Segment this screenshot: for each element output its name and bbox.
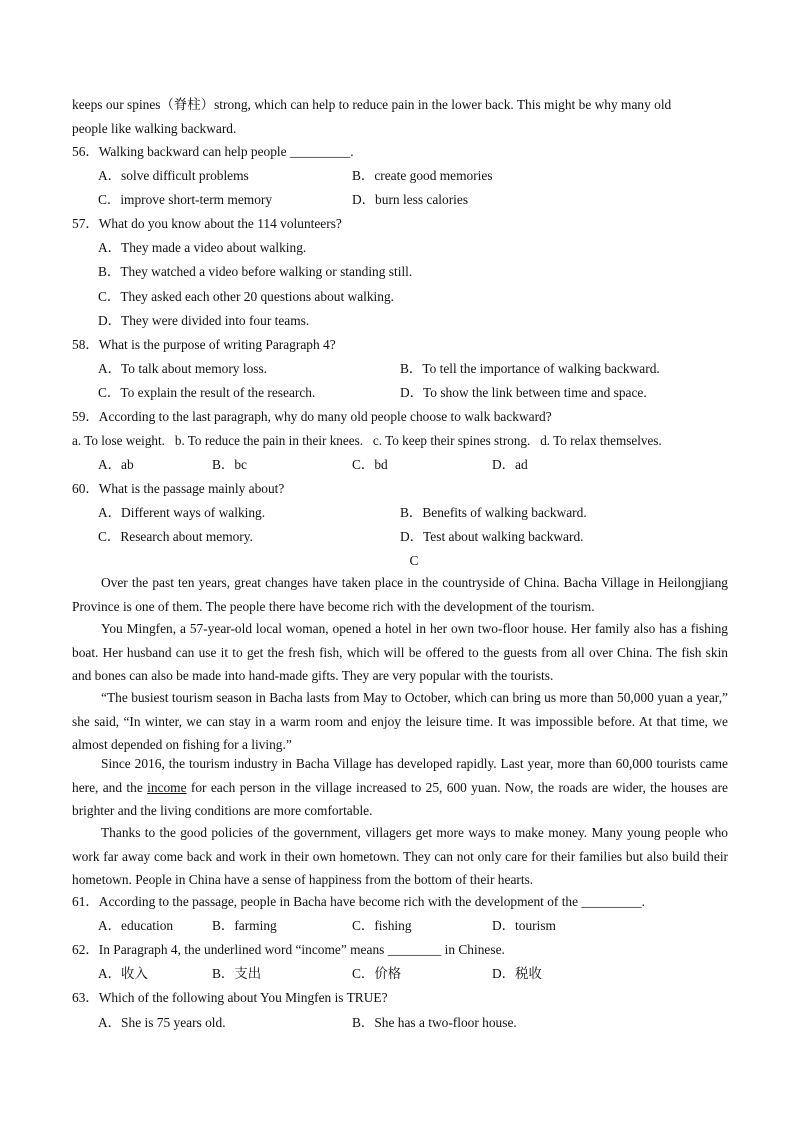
intro-line-1: keeps our spines（脊柱）strong, which can help to reduce pain in the lower back. This might be why many old (72, 97, 672, 112)
q58-option-c: C．To explain the result of the research. (98, 385, 316, 400)
q56-option-b: B．create good memories (352, 168, 493, 183)
q59-option-b: B．bc (212, 457, 247, 472)
q57-option-c: C．They asked each other 20 questions about walking. (98, 289, 395, 304)
q59-choices: a. To lose weight. b. To reduce the pain in their knees. c. To keep their spines strong. d. To relax themselves. (72, 433, 662, 448)
q59-option-c: C．bd (352, 457, 388, 472)
q60-option-b: B．Benefits of walking backward. (400, 505, 587, 520)
q62-option-a: A．收入 (98, 966, 148, 981)
q62-stem: 62．In Paragraph 4, the underlined word “income” means ________ in Chinese. (72, 942, 505, 957)
q58-option-d: D．To show the link between time and space. (400, 385, 647, 400)
passage-paragraph-3: “The busiest tourism season in Bacha lasts from May to October, which can bring us more than 50,000 yuan a year,” she said, “In winter, we can stay in a warm room and enjoy the leisure time. It was impossible before. At that time, we almost depended on fishing for a living.” (72, 690, 728, 753)
q59-option-d: D．ad (492, 457, 528, 472)
passage-paragraph-5: Thanks to the good policies of the government, villagers get more ways to make money. Many young people who work far away come back and work in their own hometown. They can not only care for their families but also build their hometown. People in China have a sense of happiness from the bottom of their hearts. (72, 825, 728, 888)
passage-paragraph-2: You Mingfen, a 57-year-old local woman, opened a hotel in her own two-floor house. Her family also has a fishing boat. Her husband can use it to get the fresh fish, which will be offered to the guests from all over China. The fish skin and bones can also be made into hand-made gifts. They are very popular with the tourists. (72, 621, 728, 684)
q56-stem: 56．Walking backward can help people _________. (72, 144, 354, 159)
q63-stem: 63．Which of the following about You Mingfen is TRUE? (72, 990, 388, 1005)
q61-stem: 61．According to the passage, people in Bacha have become rich with the development of the _________. (72, 894, 646, 909)
q63-option-a: A．She is 75 years old. (98, 1015, 226, 1030)
p4-text-before: Since 2016, the tourism industry in Bacha Village has developed rapidly. Last year, more than 60,000 tourists came here, and the (72, 756, 728, 795)
q57-option-d: D．They were divided into four teams. (98, 313, 310, 328)
section-c-heading: C (409, 553, 419, 568)
q62-option-d: D．税收 (492, 966, 542, 981)
q56-option-d: D．burn less calories (352, 192, 469, 207)
p4-text-after: for each person in the village increased to 25, 600 yuan. Now, the roads are wider, the houses are brighter and the living conditions are more comfortable. (72, 779, 728, 819)
q61-option-b: B．farming (212, 918, 277, 933)
q61-option-d: D．tourism (492, 918, 556, 933)
q58-option-a: A．To talk about memory loss. (98, 361, 268, 376)
q56-option-a: A．solve difficult problems (98, 168, 249, 183)
q62-option-c: C．价格 (352, 966, 402, 981)
q57-option-a: A．They made a video about walking. (98, 240, 307, 255)
q60-stem: 60．What is the passage mainly about? (72, 481, 285, 496)
q57-stem: 57．What do you know about the 114 volunteers? (72, 216, 342, 231)
q58-stem: 58．What is the purpose of writing Paragraph 4? (72, 337, 336, 352)
passage-paragraph-4 (72, 752, 728, 823)
passage-paragraph-1: Over the past ten years, great changes have taken place in the countryside of China. Bacha Village in Heilongjiang Province is one of them. The people there have become rich with the development of the tourism. (72, 575, 728, 614)
underlined-word-income: income (147, 779, 187, 795)
q59-option-a: A．ab (98, 457, 134, 472)
q60-option-d: D．Test about walking backward. (400, 529, 584, 544)
intro-line-2: people like walking backward. (72, 121, 237, 136)
q61-option-c: C．fishing (352, 918, 412, 933)
q59-stem: 59．According to the last paragraph, why do many old people choose to walk backward? (72, 409, 552, 424)
q63-option-b: B．She has a two-floor house. (352, 1015, 517, 1030)
q58-option-b: B．To tell the importance of walking backward. (400, 361, 660, 376)
q57-option-b: B．They watched a video before walking or standing still. (98, 264, 413, 279)
q60-option-c: C．Research about memory. (98, 529, 253, 544)
q61-option-a: A．education (98, 918, 174, 933)
q60-option-a: A．Different ways of walking. (98, 505, 266, 520)
q56-option-c: C．improve short-term memory (98, 192, 273, 207)
q62-option-b: B．支出 (212, 966, 262, 981)
